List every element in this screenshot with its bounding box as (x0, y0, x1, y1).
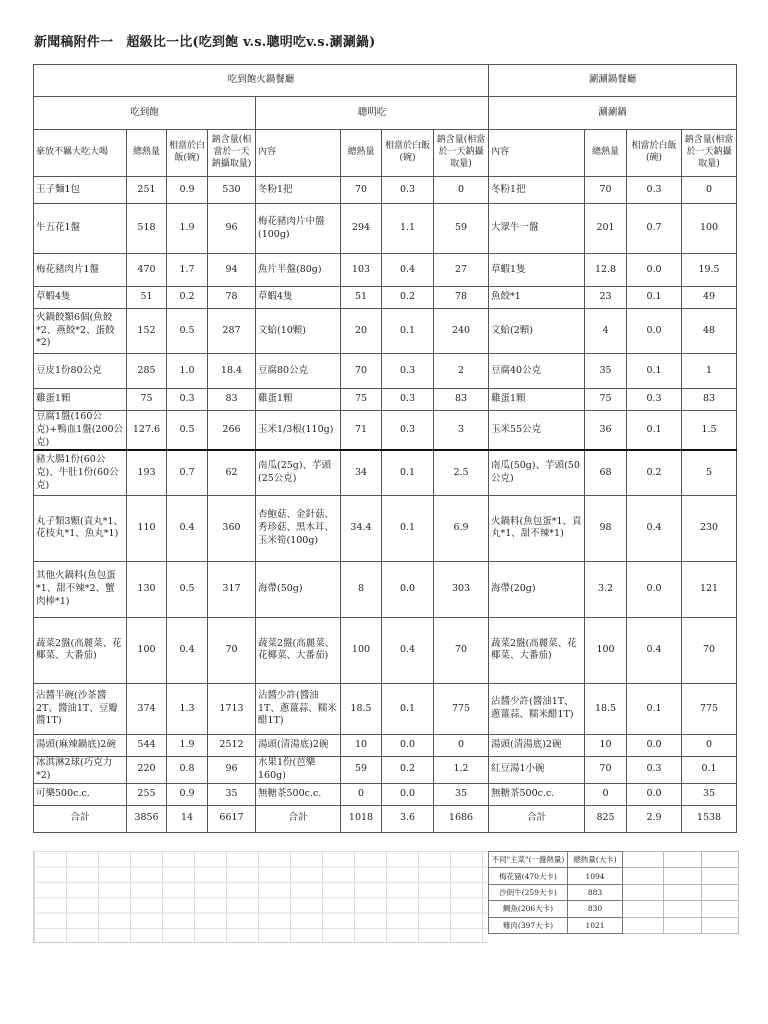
shabu-rice-bowls: 0.4 (627, 617, 682, 683)
smart-calories: 18.5 (341, 683, 382, 734)
buffet-rice-bowls: 0.7 (167, 450, 208, 495)
buffet-sodium: 266 (208, 411, 256, 451)
main-dish-total-calories: 830 (568, 901, 623, 917)
buffet-rice-bowls: 0.5 (167, 411, 208, 451)
shabu-item: 火鍋料(魚包蛋*1、貢丸*1、甜不辣*1) (489, 495, 585, 561)
col-header-sodium: 鈉含量(相當於一天鈉攝取量) (434, 130, 489, 177)
buffet-calories: 193 (127, 450, 167, 495)
smart-rice-bowls: 0.4 (382, 254, 434, 287)
buffet-sodium: 2512 (208, 734, 256, 756)
buffet-calories: 285 (127, 354, 167, 389)
smart-sodium: 27 (434, 254, 489, 287)
group-header-shabu: 涮涮鍋餐廳 (489, 65, 737, 97)
shabu-item: 沾醬少許(醬油1T、蔥薑蒜、糯米醋1T) (489, 683, 585, 734)
smart-calories: 0 (341, 783, 382, 805)
side-header-item: 不同"主菜"(一盤熱量) (489, 852, 568, 868)
buffet-rice-bowls: 0.9 (167, 177, 208, 204)
shabu-calories: 75 (585, 389, 627, 411)
total-shabu-rice: 2.9 (627, 805, 682, 832)
shabu-sodium: 19.5 (682, 254, 737, 287)
buffet-rice-bowls: 0.5 (167, 309, 208, 354)
shabu-item: 豆腐40公克 (489, 354, 585, 389)
shabu-sodium: 0 (682, 734, 737, 756)
shabu-rice-bowls: 0.4 (627, 495, 682, 561)
shabu-calories: 70 (585, 177, 627, 204)
shabu-item: 海帶(20g) (489, 561, 585, 617)
smart-sodium: 3 (434, 411, 489, 451)
total-smart-rice: 3.6 (382, 805, 434, 832)
buffet-calories: 470 (127, 254, 167, 287)
shabu-sodium: 0 (682, 177, 737, 204)
smart-rice-bowls: 0.2 (382, 756, 434, 783)
buffet-rice-bowls: 0.4 (167, 495, 208, 561)
smart-calories: 34.4 (341, 495, 382, 561)
shabu-calories: 4 (585, 309, 627, 354)
buffet-item: 豬大腸1份(60公克)、牛肚1份(60公克) (34, 450, 127, 495)
buffet-rice-bowls: 0.3 (167, 389, 208, 411)
side-header-value: 總熱量(大卡) (568, 852, 623, 868)
smart-rice-bowls: 0.1 (382, 309, 434, 354)
smart-item: 湯頭(清湯底)2碗 (256, 734, 341, 756)
smart-item: 水果1份(芭樂160g) (256, 756, 341, 783)
buffet-rice-bowls: 0.9 (167, 783, 208, 805)
shabu-calories: 100 (585, 617, 627, 683)
buffet-sodium: 18.4 (208, 354, 256, 389)
shabu-item: 紅豆湯1小碗 (489, 756, 585, 783)
shabu-rice-bowls: 0.1 (627, 683, 682, 734)
shabu-rice-bowls: 0.1 (627, 287, 682, 309)
shabu-item: 文蛤(2顆) (489, 309, 585, 354)
total-label-smart: 合計 (256, 805, 341, 832)
shabu-rice-bowls: 0.3 (627, 756, 682, 783)
buffet-rice-bowls: 1.9 (167, 204, 208, 254)
col-header-rice: 相當於白飯(碗) (382, 130, 434, 177)
shabu-calories: 201 (585, 204, 627, 254)
shabu-rice-bowls: 0.0 (627, 561, 682, 617)
smart-item: 梅花豬肉片中盤(100g) (256, 204, 341, 254)
total-shabu-calories: 825 (585, 805, 627, 832)
shabu-sodium: 48 (682, 309, 737, 354)
shabu-rice-bowls: 0.0 (627, 309, 682, 354)
total-smart-sodium: 1686 (434, 805, 489, 832)
shabu-sodium: 5 (682, 450, 737, 495)
table-row (34, 495, 737, 561)
buffet-item: 可樂500c.c. (34, 783, 127, 805)
smart-rice-bowls: 0.3 (382, 389, 434, 411)
buffet-item: 蔬菜2盤(高麗菜、花椰菜、大番茄) (34, 617, 127, 683)
shabu-item: 魚餃*1 (489, 287, 585, 309)
shabu-sodium: 1.5 (682, 411, 737, 451)
shabu-item: 草蝦1隻 (489, 254, 585, 287)
shabu-calories: 18.5 (585, 683, 627, 734)
empty-grid-area (33, 851, 488, 943)
smart-calories: 34 (341, 450, 382, 495)
buffet-sodium: 35 (208, 783, 256, 805)
col-header-sodium: 鈉含量(相當於一天鈉攝取量) (682, 130, 737, 177)
buffet-item: 豆腐1盤(160公克)+鴨血1盤(200公克) (34, 411, 127, 451)
shabu-rice-bowls: 0.1 (627, 411, 682, 451)
buffet-sodium: 94 (208, 254, 256, 287)
buffet-sodium: 96 (208, 204, 256, 254)
shabu-item: 湯頭(清湯底)2碗 (489, 734, 585, 756)
shabu-calories: 68 (585, 450, 627, 495)
buffet-item: 牛五花1盤 (34, 204, 127, 254)
main-dish-name: 梅花豬(470大卡) (489, 868, 568, 884)
table-row (34, 683, 737, 734)
buffet-calories: 255 (127, 783, 167, 805)
smart-calories: 59 (341, 756, 382, 783)
buffet-calories: 51 (127, 287, 167, 309)
shabu-item: 大眾牛一盤 (489, 204, 585, 254)
smart-item: 草蝦4隻 (256, 287, 341, 309)
table-row (34, 734, 737, 756)
shabu-item: 玉米55公克 (489, 411, 585, 451)
smart-sodium: 83 (434, 389, 489, 411)
buffet-calories: 110 (127, 495, 167, 561)
table-row (34, 561, 737, 617)
shabu-sodium: 0.1 (682, 756, 737, 783)
smart-rice-bowls: 1.1 (382, 204, 434, 254)
smart-rice-bowls: 0.1 (382, 450, 434, 495)
buffet-calories: 75 (127, 389, 167, 411)
smart-item: 魚片半盤(80g) (256, 254, 341, 287)
shabu-item: 南瓜(50g)、芋頭(50公克) (489, 450, 585, 495)
table-row (34, 450, 737, 495)
smart-calories: 100 (341, 617, 382, 683)
col-header-item-smart: 內容 (256, 130, 341, 177)
buffet-sodium: 83 (208, 389, 256, 411)
total-smart-calories: 1018 (341, 805, 382, 832)
smart-sodium: 2 (434, 354, 489, 389)
buffet-sodium: 287 (208, 309, 256, 354)
shabu-rice-bowls: 0.0 (627, 734, 682, 756)
buffet-sodium: 530 (208, 177, 256, 204)
total-buffet-calories: 3856 (127, 805, 167, 832)
table-row (34, 783, 737, 805)
smart-sodium: 303 (434, 561, 489, 617)
smart-calories: 10 (341, 734, 382, 756)
total-shabu-sodium: 1538 (682, 805, 737, 832)
buffet-sodium: 317 (208, 561, 256, 617)
buffet-calories: 518 (127, 204, 167, 254)
smart-rice-bowls: 0.1 (382, 683, 434, 734)
buffet-rice-bowls: 0.2 (167, 287, 208, 309)
shabu-rice-bowls: 0.3 (627, 177, 682, 204)
main-dish-name: 沙朗牛(259大卡) (489, 884, 568, 900)
smart-item: 冬粉1把 (256, 177, 341, 204)
side-table-row (489, 884, 739, 900)
buffet-item: 沾醬半碗(沙茶醬2T、醬油1T、豆瓣醬1T) (34, 683, 127, 734)
main-dish-name: 鯛魚(206大卡) (489, 901, 568, 917)
col-header-item-shabu: 內容 (489, 130, 585, 177)
buffet-calories: 100 (127, 617, 167, 683)
smart-item: 南瓜(25g)、芋頭(25公克) (256, 450, 341, 495)
buffet-item: 冰淇淋2球(巧克力*2) (34, 756, 127, 783)
buffet-calories: 130 (127, 561, 167, 617)
buffet-item: 雞蛋1顆 (34, 389, 127, 411)
shabu-sodium: 35 (682, 783, 737, 805)
smart-rice-bowls: 0.3 (382, 411, 434, 451)
smart-sodium: 775 (434, 683, 489, 734)
main-dish-total-calories: 1094 (568, 868, 623, 884)
buffet-rice-bowls: 1.7 (167, 254, 208, 287)
smart-rice-bowls: 0.0 (382, 561, 434, 617)
totals-row (34, 805, 737, 832)
table-row (34, 617, 737, 683)
buffet-item: 豆皮1份80公克 (34, 354, 127, 389)
table-row (34, 309, 737, 354)
smart-sodium: 59 (434, 204, 489, 254)
shabu-sodium: 1 (682, 354, 737, 389)
smart-calories: 70 (341, 354, 382, 389)
buffet-calories: 251 (127, 177, 167, 204)
col-header-calories: 總熱量 (341, 130, 382, 177)
page-title: 新聞稿附件一 超級比一比(吃到飽 v.s.聰明吃v.s.涮涮鍋) (34, 35, 376, 50)
shabu-item: 無糖茶500c.c. (489, 783, 585, 805)
smart-sodium: 240 (434, 309, 489, 354)
shabu-item: 雞蛋1顆 (489, 389, 585, 411)
col-header-calories: 總熱量 (127, 130, 167, 177)
shabu-sodium: 49 (682, 287, 737, 309)
table-row (34, 756, 737, 783)
smart-item: 雞蛋1顆 (256, 389, 341, 411)
buffet-item: 火鍋餃類6個(魚餃*2、燕餃*2、蛋餃*2) (34, 309, 127, 354)
buffet-sodium: 1713 (208, 683, 256, 734)
buffet-rice-bowls: 1.0 (167, 354, 208, 389)
smart-rice-bowls: 0.0 (382, 783, 434, 805)
shabu-rice-bowls: 0.1 (627, 354, 682, 389)
col-header-rice: 相當於白飯(碗) (167, 130, 208, 177)
smart-calories: 103 (341, 254, 382, 287)
shabu-rice-bowls: 0.0 (627, 254, 682, 287)
table-row (34, 389, 737, 411)
shabu-rice-bowls: 0.2 (627, 450, 682, 495)
shabu-calories: 35 (585, 354, 627, 389)
buffet-rice-bowls: 0.5 (167, 561, 208, 617)
smart-item: 蔬菜2盤(高麗菜、花椰菜、大番茄) (256, 617, 341, 683)
table-row (34, 354, 737, 389)
smart-sodium: 2.5 (434, 450, 489, 495)
subheader-shabu: 涮涮鍋 (489, 97, 737, 130)
side-table-row (489, 901, 739, 917)
shabu-rice-bowls: 0.7 (627, 204, 682, 254)
smart-item: 沾醬少許(醬油1T、蔥薑蒜、糯米醋1T) (256, 683, 341, 734)
shabu-sodium: 100 (682, 204, 737, 254)
shabu-calories: 23 (585, 287, 627, 309)
smart-rice-bowls: 0.1 (382, 495, 434, 561)
buffet-sodium: 360 (208, 495, 256, 561)
shabu-sodium: 121 (682, 561, 737, 617)
smart-sodium: 6.9 (434, 495, 489, 561)
side-table-row (489, 868, 739, 884)
buffet-sodium: 78 (208, 287, 256, 309)
comparison-table (33, 64, 737, 833)
group-header-buffet: 吃到飽火鍋餐廳 (34, 65, 489, 97)
shabu-sodium: 230 (682, 495, 737, 561)
table-row (34, 287, 737, 309)
buffet-rice-bowls: 0.8 (167, 756, 208, 783)
subheader-smart: 聰明吃 (256, 97, 489, 130)
shabu-calories: 98 (585, 495, 627, 561)
col-header-sodium: 鈉含量(相當於一天鈉攝取量) (208, 130, 256, 177)
col-header-item-buffet: 豪放不羈大吃大喝 (34, 130, 127, 177)
buffet-calories: 152 (127, 309, 167, 354)
buffet-sodium: 70 (208, 617, 256, 683)
table-row (34, 254, 737, 287)
smart-calories: 20 (341, 309, 382, 354)
shabu-calories: 0 (585, 783, 627, 805)
subheader-buffet: 吃到飽 (34, 97, 256, 130)
buffet-calories: 544 (127, 734, 167, 756)
buffet-item: 丸子類3顆(貢丸*1、花枝丸*1、魚丸*1) (34, 495, 127, 561)
shabu-calories: 70 (585, 756, 627, 783)
buffet-calories: 127.6 (127, 411, 167, 451)
smart-item: 文蛤(10顆) (256, 309, 341, 354)
col-header-rice: 相當於白飯(碗) (627, 130, 682, 177)
main-dish-total-calories: 1021 (568, 917, 623, 933)
smart-calories: 75 (341, 389, 382, 411)
smart-calories: 8 (341, 561, 382, 617)
shabu-sodium: 775 (682, 683, 737, 734)
smart-calories: 71 (341, 411, 382, 451)
shabu-sodium: 83 (682, 389, 737, 411)
buffet-rice-bowls: 1.3 (167, 683, 208, 734)
shabu-calories: 3.2 (585, 561, 627, 617)
buffet-item: 梅花豬肉片1盤 (34, 254, 127, 287)
smart-sodium: 1.2 (434, 756, 489, 783)
smart-rice-bowls: 0.3 (382, 177, 434, 204)
table-row (34, 411, 737, 451)
smart-sodium: 0 (434, 734, 489, 756)
total-label-shabu: 合計 (489, 805, 585, 832)
table-row (34, 177, 737, 204)
buffet-item: 其他火鍋料(魚包蛋*1、甜不辣*2、蟹肉棒*1) (34, 561, 127, 617)
side-table-row (489, 917, 739, 933)
shabu-item: 冬粉1把 (489, 177, 585, 204)
smart-item: 杏鮑菇、金針菇、秀珍菇、黑木耳、玉米筍(100g) (256, 495, 341, 561)
buffet-item: 王子麵1包 (34, 177, 127, 204)
buffet-calories: 220 (127, 756, 167, 783)
buffet-calories: 374 (127, 683, 167, 734)
total-buffet-rice: 14 (167, 805, 208, 832)
buffet-item: 草蝦4隻 (34, 287, 127, 309)
smart-item: 海帶(50g) (256, 561, 341, 617)
smart-calories: 70 (341, 177, 382, 204)
smart-sodium: 35 (434, 783, 489, 805)
shabu-item: 蔬菜2盤(高麗菜、花椰菜、大番茄) (489, 617, 585, 683)
main-dish-total-calories: 883 (568, 884, 623, 900)
shabu-rice-bowls: 0.0 (627, 783, 682, 805)
smart-rice-bowls: 0.0 (382, 734, 434, 756)
smart-sodium: 78 (434, 287, 489, 309)
smart-rice-bowls: 0.2 (382, 287, 434, 309)
buffet-item: 湯頭(麻辣鍋底)2碗 (34, 734, 127, 756)
total-buffet-sodium: 6617 (208, 805, 256, 832)
smart-item: 豆腐80公克 (256, 354, 341, 389)
shabu-calories: 36 (585, 411, 627, 451)
smart-calories: 51 (341, 287, 382, 309)
smart-rice-bowls: 0.4 (382, 617, 434, 683)
shabu-rice-bowls: 0.3 (627, 389, 682, 411)
table-row (34, 204, 737, 254)
smart-item: 無糖茶500c.c. (256, 783, 341, 805)
smart-rice-bowls: 0.3 (382, 354, 434, 389)
main-dish-calorie-table (488, 851, 739, 934)
buffet-sodium: 62 (208, 450, 256, 495)
buffet-rice-bowls: 0.4 (167, 617, 208, 683)
col-header-calories: 總熱量 (585, 130, 627, 177)
shabu-sodium: 70 (682, 617, 737, 683)
shabu-calories: 12.8 (585, 254, 627, 287)
smart-sodium: 70 (434, 617, 489, 683)
smart-sodium: 0 (434, 177, 489, 204)
shabu-calories: 10 (585, 734, 627, 756)
buffet-sodium: 96 (208, 756, 256, 783)
total-label-buffet: 合計 (34, 805, 127, 832)
smart-item: 玉米1/3根(110g) (256, 411, 341, 451)
smart-calories: 294 (341, 204, 382, 254)
buffet-rice-bowls: 1.9 (167, 734, 208, 756)
main-dish-name: 雞肉(397大卡) (489, 917, 568, 933)
